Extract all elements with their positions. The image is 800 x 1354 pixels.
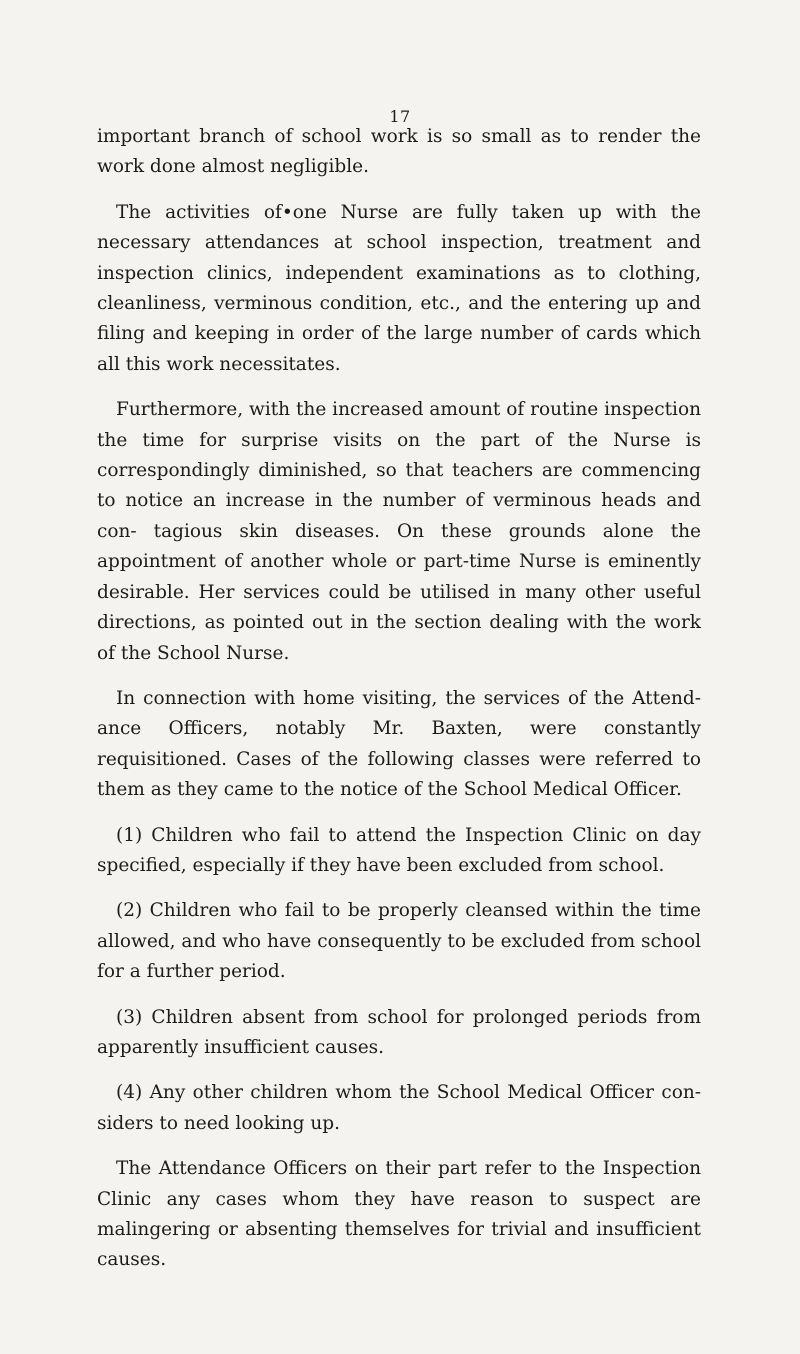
paragraph-home-visiting: In connection with home visiting, the services of the Attend- ance Officers, notably Mr. Baxten, were constantly requisitioned. Cases of the following classes were referred to them as they came to the notice of the School Medical Officer. — [97, 687, 701, 801]
list-item-2: (2) Children who fail to be properly cleansed within the time allowed, and who have consequently to be excluded from school for a further period. — [97, 900, 701, 983]
list-item-4: (4) Any other children whom the School Medical Officer con- siders to need looking up. — [97, 1082, 701, 1134]
paragraph-nurse-activities: The activities of•one Nurse are fully taken up with the necessary attendances at school inspection, treatment and inspection clinics, independent examinations as to clothing, cleanliness, verminous condition, etc., and the entering up and filing and keeping in order of the large number of cards which all this work necessitates. — [97, 201, 701, 375]
list-item-3: (3) Children absent from school for prolonged periods from apparently insufficient causes. — [97, 1006, 701, 1058]
list-item-1: (1) Children who fail to attend the Inspection Clinic on day specified, especially if they have been excluded from school. — [97, 824, 701, 876]
paragraph-attendance-officers: The Attendance Officers on their part refer to the Inspection Clinic any cases whom they have reason to suspect are malingering or absenting themselves for trivial and insufficient causes. — [97, 1158, 701, 1271]
paragraph-continuation: important branch of school work is so small as to render the work done almost negligible. — [97, 126, 701, 178]
paragraph-surprise-visits: Furthermore, with the increased amount of routine inspection the time for surprise visits on the part of the Nurse is correspondingly diminished, so that teachers are commencing to notice an increase in the number of verminous heads and con- tagious skin diseases. On these grounds alone the appointment of another whole or part-time Nurse is eminently desirable. Her services could be utilised in many other useful directions, as pointed out in the section dealing with the work of the School Nurse. — [97, 399, 701, 664]
body-text — [97, 122, 701, 1291]
page-number: 17 — [389, 107, 411, 126]
